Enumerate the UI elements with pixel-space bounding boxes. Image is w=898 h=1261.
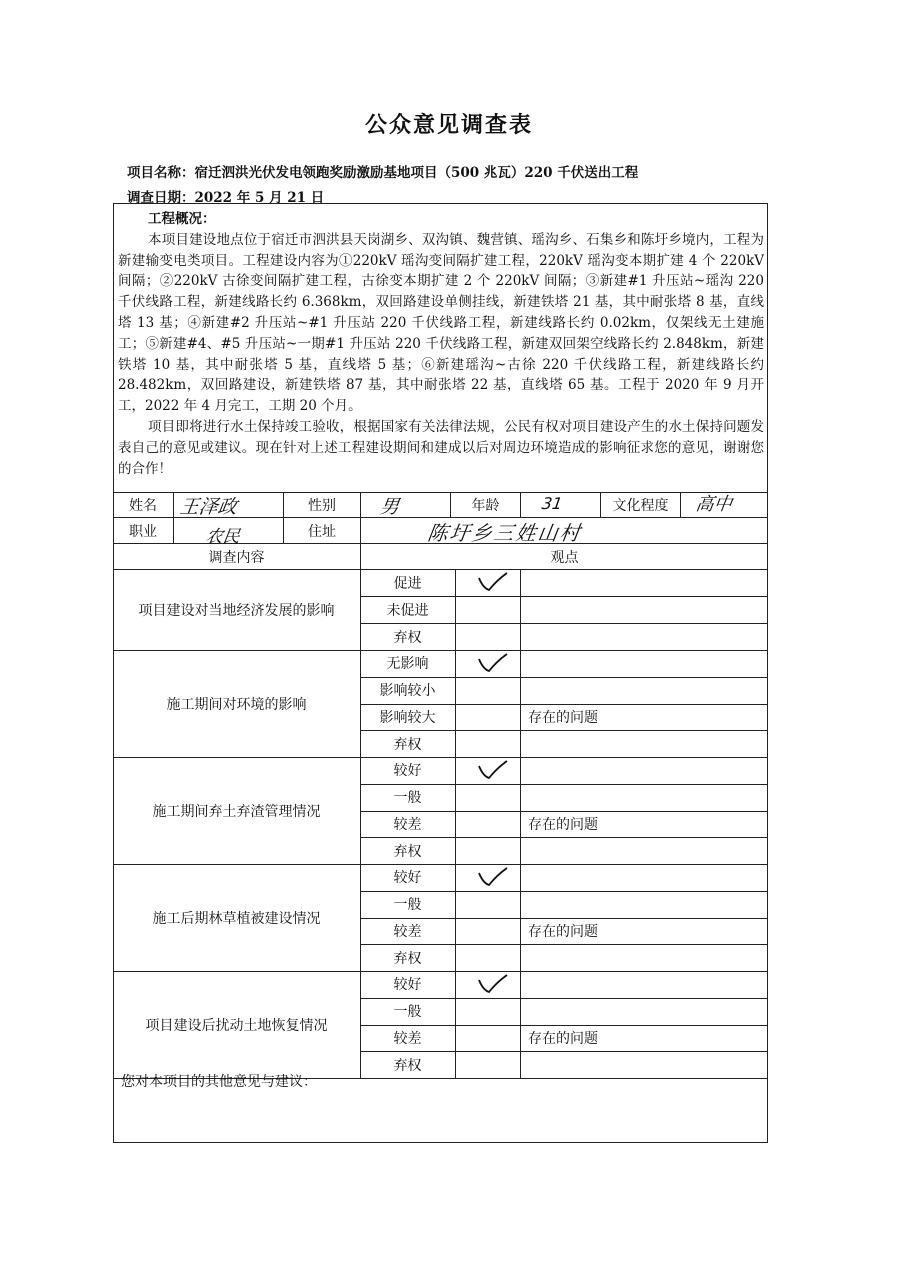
- problem-label: 存在的问题: [528, 709, 598, 726]
- rule: [455, 864, 456, 971]
- rule: [360, 1051, 768, 1052]
- name-value: 王泽政: [178, 496, 239, 518]
- project-name-label: 项目名称：: [127, 165, 195, 181]
- rule: [360, 650, 361, 757]
- page-title: 公众意见调查表: [364, 112, 533, 138]
- rule: [360, 837, 768, 838]
- problem-label: 存在的问题: [528, 816, 598, 833]
- rule: [360, 596, 768, 597]
- gender-label: 性别: [308, 498, 336, 514]
- overview-paragraph-1: 本项目建设地点位于宿迁市泗洪县天岗湖乡、双沟镇、魏营镇、瑶沟乡、石集乡和陈圩乡境内，工程为新建输变电类项目。工程建设内容为①220kV 瑶沟变间隔扩建工程，220kV 瑶沟变本期扩建 4 个 220kV 间隔；②220kV 古徐变间隔扩建工程，古徐变本期扩建 2 个 220kV 间隔；③新建#1 升压站~瑶沟 220 千伏线路工程，新建线路长约 6.368km，双回路建设单侧挂线，新建铁塔 21 基，其中耐张塔 8 基，直线塔 13 基；④新建#2 升压站~#1 升压站 220 千伏线路工程，新建线路长约 0.02km，仅架线无土建施工；⑤新建#4、#5 升压站~一期#1 升压站 220 千伏线路工程，新建双回架空线路长约 2.848km，新建铁塔 10 基，其中耐张塔 5 基，直线塔 5 基；⑥新建瑶沟~古徐 220 千伏线路工程，新建线路长约 28.482km，双回路建设，新建铁塔 87 基，其中耐张塔 22 基，直线塔 65 基。工程于 2020 年 9 月开工，2022 年 4 月完工，工期 20 个月。: [118, 231, 764, 415]
- survey-option[interactable]: 较差: [393, 1030, 422, 1047]
- survey-option[interactable]: 较差: [393, 816, 422, 833]
- survey-option[interactable]: 一般: [393, 790, 422, 807]
- rule: [520, 971, 521, 1078]
- survey-date-label: 调查日期：: [127, 190, 195, 206]
- survey-option[interactable]: 一般: [393, 897, 422, 914]
- survey-option[interactable]: 弃权: [393, 629, 422, 646]
- overview-heading: 工程概况：: [148, 211, 216, 227]
- occupation-label: 职业: [129, 523, 157, 540]
- check-mark-icon: [473, 758, 513, 784]
- rule: [360, 569, 361, 650]
- address-value: 陈圩乡三姓山村: [426, 521, 584, 545]
- survey-option[interactable]: 弃权: [393, 1057, 422, 1074]
- survey-question: 项目建设后扰动土地恢复情况: [145, 1017, 328, 1034]
- rule: [520, 569, 521, 650]
- address-label: 住址: [308, 523, 336, 540]
- rule: [455, 971, 456, 1078]
- survey-option[interactable]: 较好: [393, 977, 422, 994]
- rule: [520, 864, 521, 971]
- survey-option[interactable]: 较好: [393, 870, 422, 887]
- rule: [455, 757, 456, 864]
- problem-label: 存在的问题: [528, 923, 598, 940]
- rule: [360, 623, 768, 624]
- age-value: 31: [540, 494, 564, 513]
- rule: [360, 944, 768, 945]
- survey-question: 施工期间弃土弃渣管理情况: [152, 803, 321, 820]
- survey-option[interactable]: 促进: [393, 575, 422, 592]
- header-opinion: 观点: [550, 549, 579, 566]
- project-name-value: 宿迁泗洪光伏发电领跑奖励激励基地项目（500 兆瓦）220 千伏送出工程: [194, 165, 639, 181]
- header-content: 调查内容: [208, 549, 265, 566]
- age-label: 年龄: [471, 498, 500, 514]
- rule: [455, 650, 456, 757]
- other-suggestions-label: 您对本项目的其他意见与建议：: [121, 1074, 317, 1090]
- occupation-value: 农民: [204, 527, 242, 547]
- project-overview: [118, 209, 764, 479]
- problem-label: 存在的问题: [528, 1030, 598, 1047]
- survey-option[interactable]: 影响较小: [379, 683, 436, 700]
- survey-option[interactable]: 未促进: [386, 602, 429, 619]
- other-suggestions-area: [114, 1094, 766, 1140]
- rule: [173, 492, 174, 543]
- overview-paragraph-2: 项目即将进行水土保持竣工验收，根据国家有关法律法规，公民有权对项目建设产生的水土保持问题发表自己的意见或建议。现在针对上述工程建设期间和建成以后对周边环境造成的影响征求您的意见，谢谢您的合作！: [118, 418, 764, 477]
- rule: [360, 784, 768, 785]
- survey-date-value: 2022 年 5 月 21 日: [194, 190, 325, 206]
- survey-question: 项目建设对当地经济发展的影响: [138, 602, 335, 619]
- survey-option[interactable]: 影响较大: [379, 709, 436, 726]
- education-label: 文化程度: [612, 498, 669, 514]
- rule: [680, 492, 681, 517]
- survey-option[interactable]: 较差: [393, 923, 422, 940]
- survey-option[interactable]: 弃权: [393, 736, 422, 753]
- rule: [360, 971, 361, 1078]
- project-name-row: [127, 161, 638, 181]
- survey-option[interactable]: 无影响: [386, 656, 429, 673]
- rule: [360, 757, 361, 864]
- rule: [360, 998, 768, 999]
- rule: [360, 864, 361, 971]
- rule: [360, 730, 768, 731]
- gender-value: 男: [378, 496, 401, 518]
- survey-option[interactable]: 较好: [393, 763, 422, 780]
- check-mark-icon: [473, 651, 513, 677]
- rule: [360, 677, 768, 678]
- survey-option[interactable]: 弃权: [393, 950, 422, 967]
- check-mark-icon: [473, 972, 513, 998]
- survey-option[interactable]: 一般: [393, 1004, 422, 1021]
- survey-question: 施工期间对环境的影响: [166, 696, 307, 713]
- rule: [520, 757, 521, 864]
- survey-option[interactable]: 弃权: [393, 843, 422, 860]
- rule: [520, 492, 521, 517]
- education-value: 高中: [694, 494, 734, 515]
- rule: [455, 569, 456, 650]
- check-mark-icon: [473, 865, 513, 891]
- rule: [520, 650, 521, 757]
- name-label: 姓名: [129, 498, 157, 514]
- check-mark-icon: [473, 570, 513, 596]
- rule: [360, 891, 768, 892]
- survey-question: 施工后期林草植被建设情况: [152, 910, 321, 927]
